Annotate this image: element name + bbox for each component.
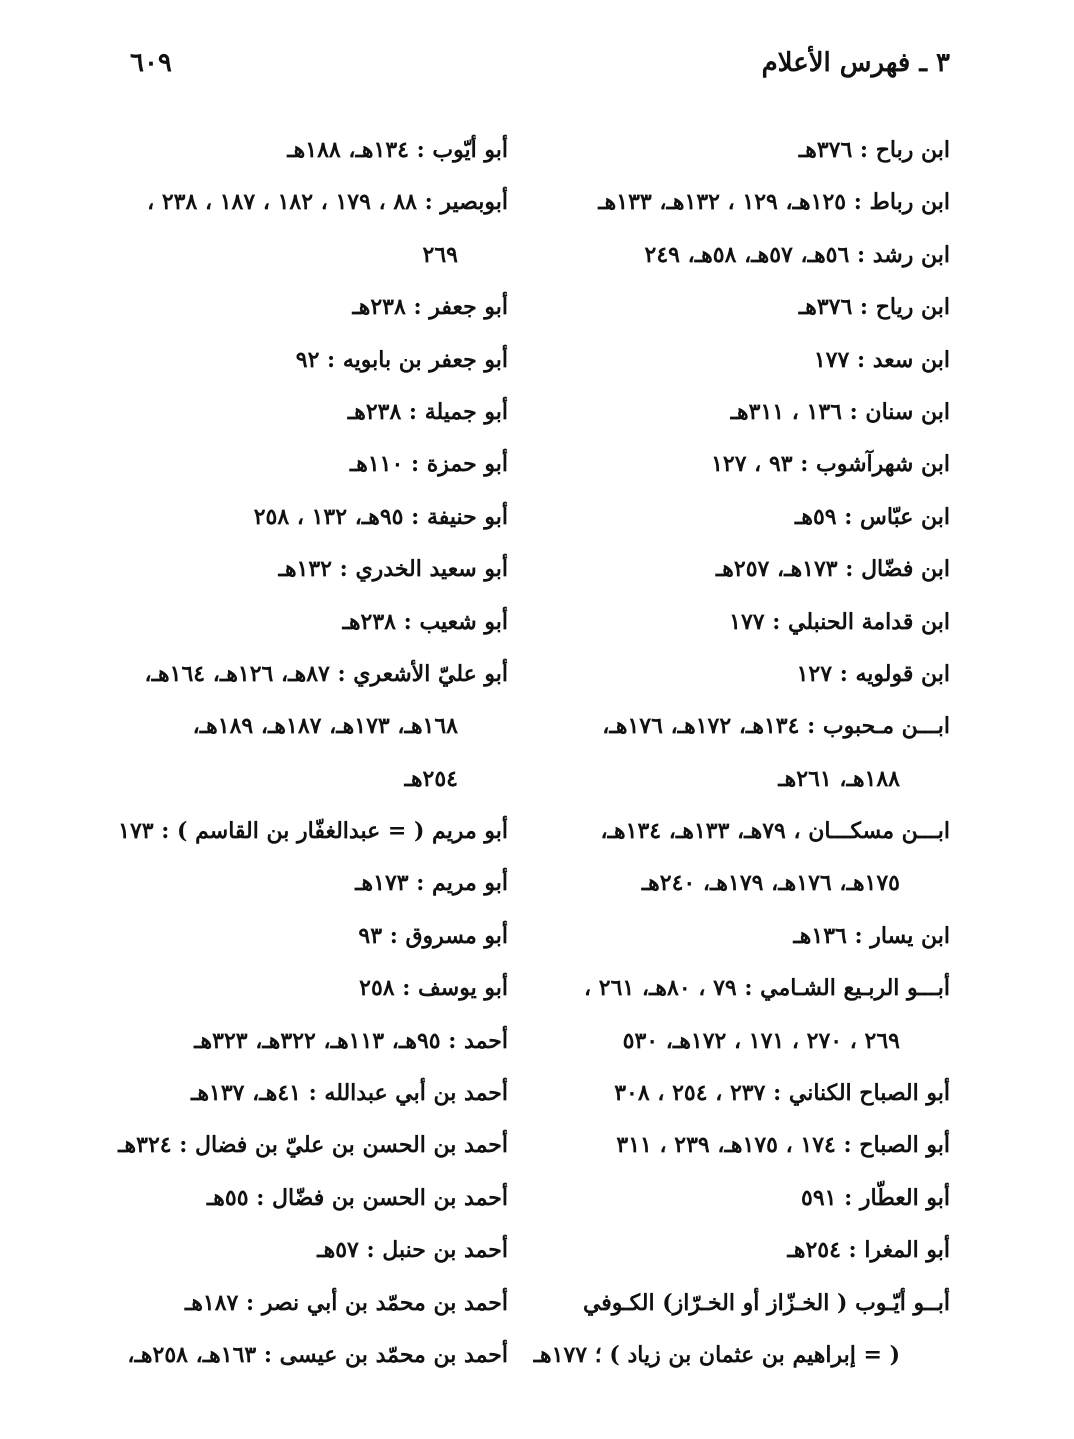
index-entry: أبو شعيب : ٢٣٨هـ xyxy=(342,608,508,635)
index-entry: أبو يوسف : ٢٥٨ xyxy=(359,975,508,1002)
page-number: ٦٠٩ xyxy=(130,48,172,78)
index-entry: أبو الصباح : ١٧٤ ، ١٧٥هـ، ٢٣٩ ، ٣١١ xyxy=(616,1132,950,1159)
index-entry: ابن رباط : ١٢٥هـ، ١٢٩ ، ١٣٢هـ، ١٣٣هـ xyxy=(598,189,950,216)
index-entry: أبو حمزة : ١١٠هـ xyxy=(349,451,508,478)
index-entry: أبـــو الربـيع الشـامي : ٧٩ ، ٨٠هـ، ٢٦١ ، xyxy=(583,975,950,1002)
index-entry-continuation: ١٨٨هـ، ٢٦١هـ xyxy=(778,765,900,792)
index-entry: أحمد بن الحسن بن فضّال : ٥٥هـ xyxy=(206,1184,508,1211)
index-entry: ابن شهرآشوب : ٩٣ ، ١٢٧ xyxy=(711,451,950,478)
index-entry: ابن رشد : ٥٦هـ، ٥٧هـ، ٥٨هـ، ٢٤٩ xyxy=(644,241,950,268)
index-entry-continuation: ٢٥٤هـ xyxy=(404,765,458,792)
index-entry: أحمد بن محمّد بن أبي نصر : ١٨٧هـ xyxy=(184,1289,508,1316)
index-entry: أبو الصباح الكناني : ٢٣٧ ، ٢٥٤ ، ٣٠٨ xyxy=(614,1080,950,1107)
index-entry: أبو العطّار : ٥٩١ xyxy=(801,1184,950,1211)
index-entry: أحمد بن الحسن بن عليّ بن فضال : ٣٢٤هـ xyxy=(118,1132,508,1159)
index-entry-continuation: ( = إبراهيم بن عثمان بن زياد ) ؛ ١٧٧هـ xyxy=(533,1341,900,1368)
index-entry: أبو المغرا : ٢٥٤هـ xyxy=(787,1237,950,1264)
index-entry: ابن يسار : ١٣٦هـ xyxy=(793,922,950,949)
index-entry: ابن سعد : ١٧٧ xyxy=(813,346,950,373)
index-entry: أبو مسروق : ٩٣ xyxy=(358,922,508,949)
index-entry: ابن فضّال : ١٧٣هـ، ٢٥٧هـ xyxy=(715,556,950,583)
index-entry: أبو حنيفة : ٩٥هـ، ١٣٢ ، ٢٥٨ xyxy=(253,503,508,530)
index-entry: أبو جعفر : ٢٣٨هـ xyxy=(352,294,508,321)
index-entry: أبو عليّ الأشعري : ٨٧هـ، ١٢٦هـ، ١٦٤هـ، xyxy=(144,660,508,687)
index-entry-continuation: ١٦٨هـ، ١٧٣هـ، ١٨٧هـ، ١٨٩هـ، xyxy=(192,713,458,740)
index-column-right xyxy=(530,124,950,1381)
index-entry: أحمد بن محمّد بن عيسى : ١٦٣هـ، ٢٥٨هـ، xyxy=(127,1341,508,1368)
index-entry: ابن قدامة الحنبلي : ١٧٧ xyxy=(729,608,950,635)
index-column-left xyxy=(88,124,508,1381)
index-entry-continuation: ٢٦٩ xyxy=(422,241,458,268)
index-entry: أبو سعيد الخدري : ١٣٢هـ xyxy=(278,556,508,583)
index-entry: ابن رياح : ٣٧٦هـ xyxy=(798,294,950,321)
index-entry: أحمد : ٩٥هـ، ١١٣هـ، ٣٢٢هـ، ٣٢٣هـ xyxy=(194,1027,508,1054)
index-entry: أحمد بن حنبل : ٥٧هـ xyxy=(317,1237,508,1264)
index-entry-continuation: ١٧٥هـ، ١٧٦هـ، ١٧٩هـ، ٢٤٠هـ xyxy=(641,870,900,897)
index-entry: ابن عبّاس : ٥٩هـ xyxy=(794,503,950,530)
running-header-title: ٣ ـ فهرس الأعلام xyxy=(761,48,950,78)
index-entry: أبو أيّوب : ١٣٤هـ، ١٨٨هـ xyxy=(287,137,508,163)
index-entry: ابـــن مسكـــان ، ٧٩هـ، ١٣٣هـ، ١٣٤هـ، xyxy=(600,818,950,845)
index-entry: أبوبصير : ٨٨ ، ١٧٩ ، ١٨٢ ، ١٨٧ ، ٢٣٨ ، xyxy=(147,189,508,216)
index-entry-continuation: ٢٦٩ ، ٢٧٠ ، ١٧١ ، ١٧٢هـ، ٥٣٠ xyxy=(622,1027,900,1054)
index-entry: أبو جعفر بن بابويه : ٩٢ xyxy=(295,346,508,373)
index-entry: ابن قولويه : ١٢٧ xyxy=(796,660,950,687)
index-entry: أبو مريم : ١٧٣هـ xyxy=(355,870,508,897)
index-entry: أبــو أيّـوب ( الخـزّاز أو الخـرّاز) الكـوفي xyxy=(582,1289,950,1316)
index-entry: أحمد بن أبي عبدالله : ٤١هـ، ١٣٧هـ xyxy=(191,1080,508,1107)
index-entry: أبو جميلة : ٢٣٨هـ xyxy=(347,398,508,425)
index-entry: ابـــن مـحبوب : ١٣٤هـ، ١٧٢هـ، ١٧٦هـ، xyxy=(602,713,950,740)
index-entry: ابن رباح : ٣٧٦هـ xyxy=(798,137,950,163)
index-entry: ابن سنان : ١٣٦ ، ٣١١هـ xyxy=(730,398,950,425)
index-entry: أبو مريم ( = عبدالغفّار بن القاسم ) : ١٧٣ xyxy=(118,818,508,845)
